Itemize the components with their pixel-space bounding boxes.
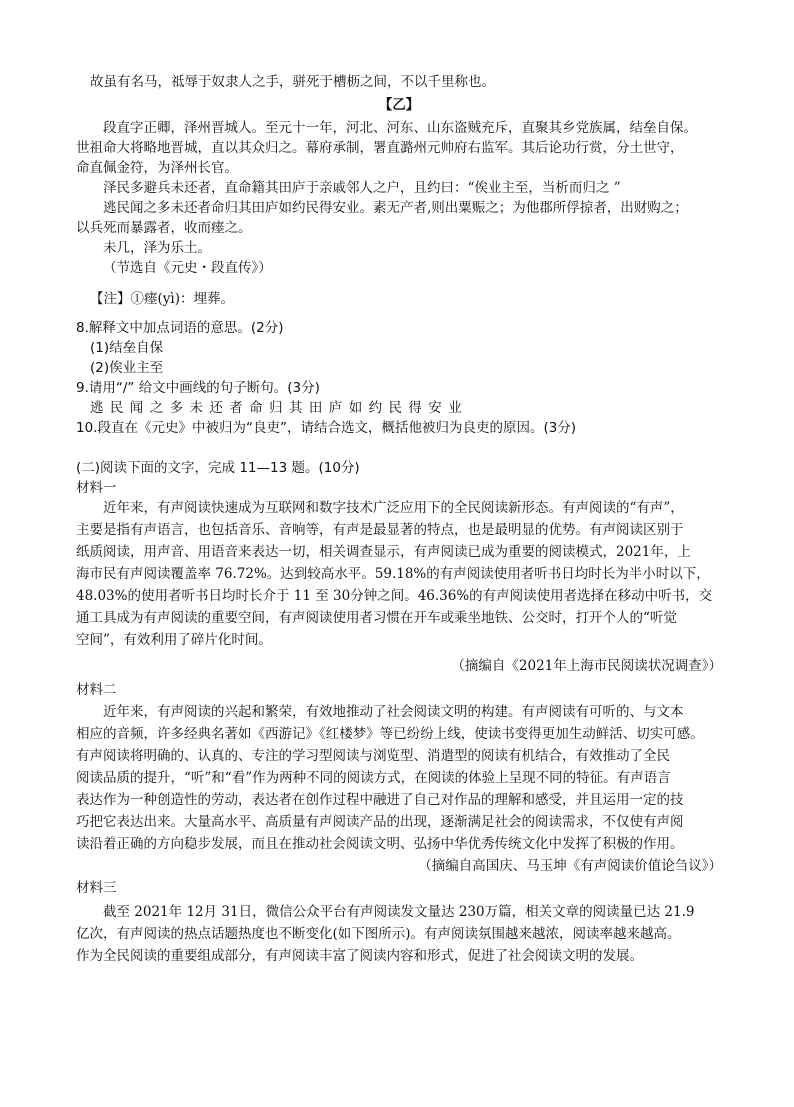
material-1-line: 海市民有声阅读覆盖率 76.72%。达到较高水平。59.18%的有声阅读使用者听书日均时长为半小时以下， (76, 566, 710, 582)
question-8-item-2: (2)俟业主至 (90, 360, 164, 376)
material-2-line: 阅读品质的提升，“听”和“看”作为两种不同的阅读方式，在阅读的体验上呈现不同的特征。有声语言 (76, 770, 671, 786)
passage-b-source: （节选自《元史・段直传》） (103, 260, 272, 276)
material-3-title: 材料三 (76, 880, 117, 896)
question-8: 8.解释文中加点词语的意思。(2分) (76, 320, 284, 336)
passage-b-line: 泽民多避兵未还者，直命籍其田庐于亲戚邻人之户，且约曰：“俟业主至，当析而归之 ” (103, 180, 621, 196)
question-9-sentence: 逃民闻之多未还者命归其田庐如约民得安业 (90, 400, 469, 416)
passage-b-line: 逃民闻之多未还者命归其田庐如约民得安业。素无产者,则出粟赈之；为他郡所俘掠者，出财购之； (103, 200, 688, 216)
material-1-line: 48.03%的使用者听书日均时长介于 11 至 30分钟之间。46.36%的有声阅读使用者选择在移动中听书，交 (76, 588, 713, 604)
section-2-title: (二)阅读下面的文字，完成 11—13 题。(10分) (76, 460, 360, 476)
material-2-line: 近年来，有声阅读的兴起和繁荣，有效地推动了社会阅读文明的构建。有声阅读有可听的、与文本 (103, 704, 684, 720)
passage-b-heading: 【乙】 (378, 97, 420, 113)
passage-b-line: 以兵死而暴露者，收而瘗之。 (76, 220, 252, 236)
passage-b-line: 命直佩金符，为泽州长官。 (76, 160, 238, 176)
material-2-line: 巧把它表达出来。大量高水平、高质量有声阅读产品的出现，逐渐满足社会的阅读需求，不仅使有声阅 (76, 814, 684, 830)
material-2-line: 表达作为一种创造性的劳动，表达者在创作过程中融进了自己对作品的理解和感受，并且运用一定的技 (76, 792, 684, 808)
material-1-line: 空间”，有效利用了碎片化时间。 (76, 632, 272, 648)
material-3-line: 作为全民阅读的重要组成部分，有声阅读丰富了阅读内容和形式，促进了社会阅读文明的发展。 (76, 948, 643, 964)
material-2-line: 读沿着正确的方向稳步发展，而且在推动社会阅读文明、弘扬中华优秀传统文化中发挥了积极的作用。 (76, 836, 684, 852)
material-1-source: （摘编自《2021年上海市民阅读状况调查》） (451, 658, 722, 674)
question-8-item-1: (1)结垒自保 (90, 340, 164, 356)
question-10: 10.段直在《元史》中被归为“良吏”，请结合选文，概括他被归为良吏的原因。(3分) (76, 420, 577, 436)
passage-b-line: 未几，泽为乐土。 (103, 240, 211, 256)
material-2-source: （摘编自高国庆、马玉坤《有声阅读价值论刍议》） (418, 858, 722, 874)
material-1-line: 纸质阅读，用声音、用语音来表达一切，相关调查显示，有声阅读已成为重要的阅读模式，2021年，上 (76, 544, 691, 560)
material-1-title: 材料一 (76, 480, 117, 496)
material-2-title: 材料二 (76, 682, 117, 698)
material-1-line: 主要是指有声语言，也包括音乐、音响等，有声是最显著的特点，也是最明显的优势。有声阅读区别于 (76, 522, 684, 538)
material-3-line: 截至 2021年 12月 31日，微信公众平台有声阅读发文量达 230万篇，相关文章的阅读量已达 21.9 (103, 904, 695, 920)
passage-b-line: 世祖命大将略地晋城，直以其众归之。幕府承制，署直潞州元帅府右监军。其后论功行赏，分土世守， (76, 140, 684, 156)
material-1-line: 近年来，有声阅读快速成为互联网和数字技术广泛应用下的全民阅读新形态。有声阅读的“有声”， (103, 500, 684, 516)
question-9: 9.请用“/” 给文中画线的句子断句。(3分) (76, 380, 320, 396)
material-2-line: 有声阅读将明确的、认真的、专注的学习型阅读与浏览型、消遣型的阅读有机结合，有效推动了全民 (76, 748, 670, 764)
passage-b-line: 段直字正卿，泽州晋城人。至元十一年，河北、河东、山东盗贼充斥，直聚其乡党族属，结垒自保。 (103, 120, 697, 136)
passage-a-tail: 故虽有名马，祗辱于奴隶人之手，骈死于槽枥之间，不以千里称也。 (90, 74, 495, 90)
passage-b-note: 【注】①瘗(yì)：埋葬。 (90, 291, 234, 307)
material-1-line: 通工具成为有声阅读的重要空间，有声阅读使用者习惯在开车或乘坐地铁、公交时，打开个人的“听觉 (76, 610, 677, 626)
material-3-line: 亿次，有声阅读的热点话题热度也不断变化(如下图所示)。有声阅读氛围越来越浓，阅读率越来越高。 (76, 926, 681, 942)
material-2-line: 相应的音频，许多经典名著如《西游记》《红楼梦》等已纷纷上线，使读书变得更加生动鲜活、切实可感。 (76, 726, 704, 742)
